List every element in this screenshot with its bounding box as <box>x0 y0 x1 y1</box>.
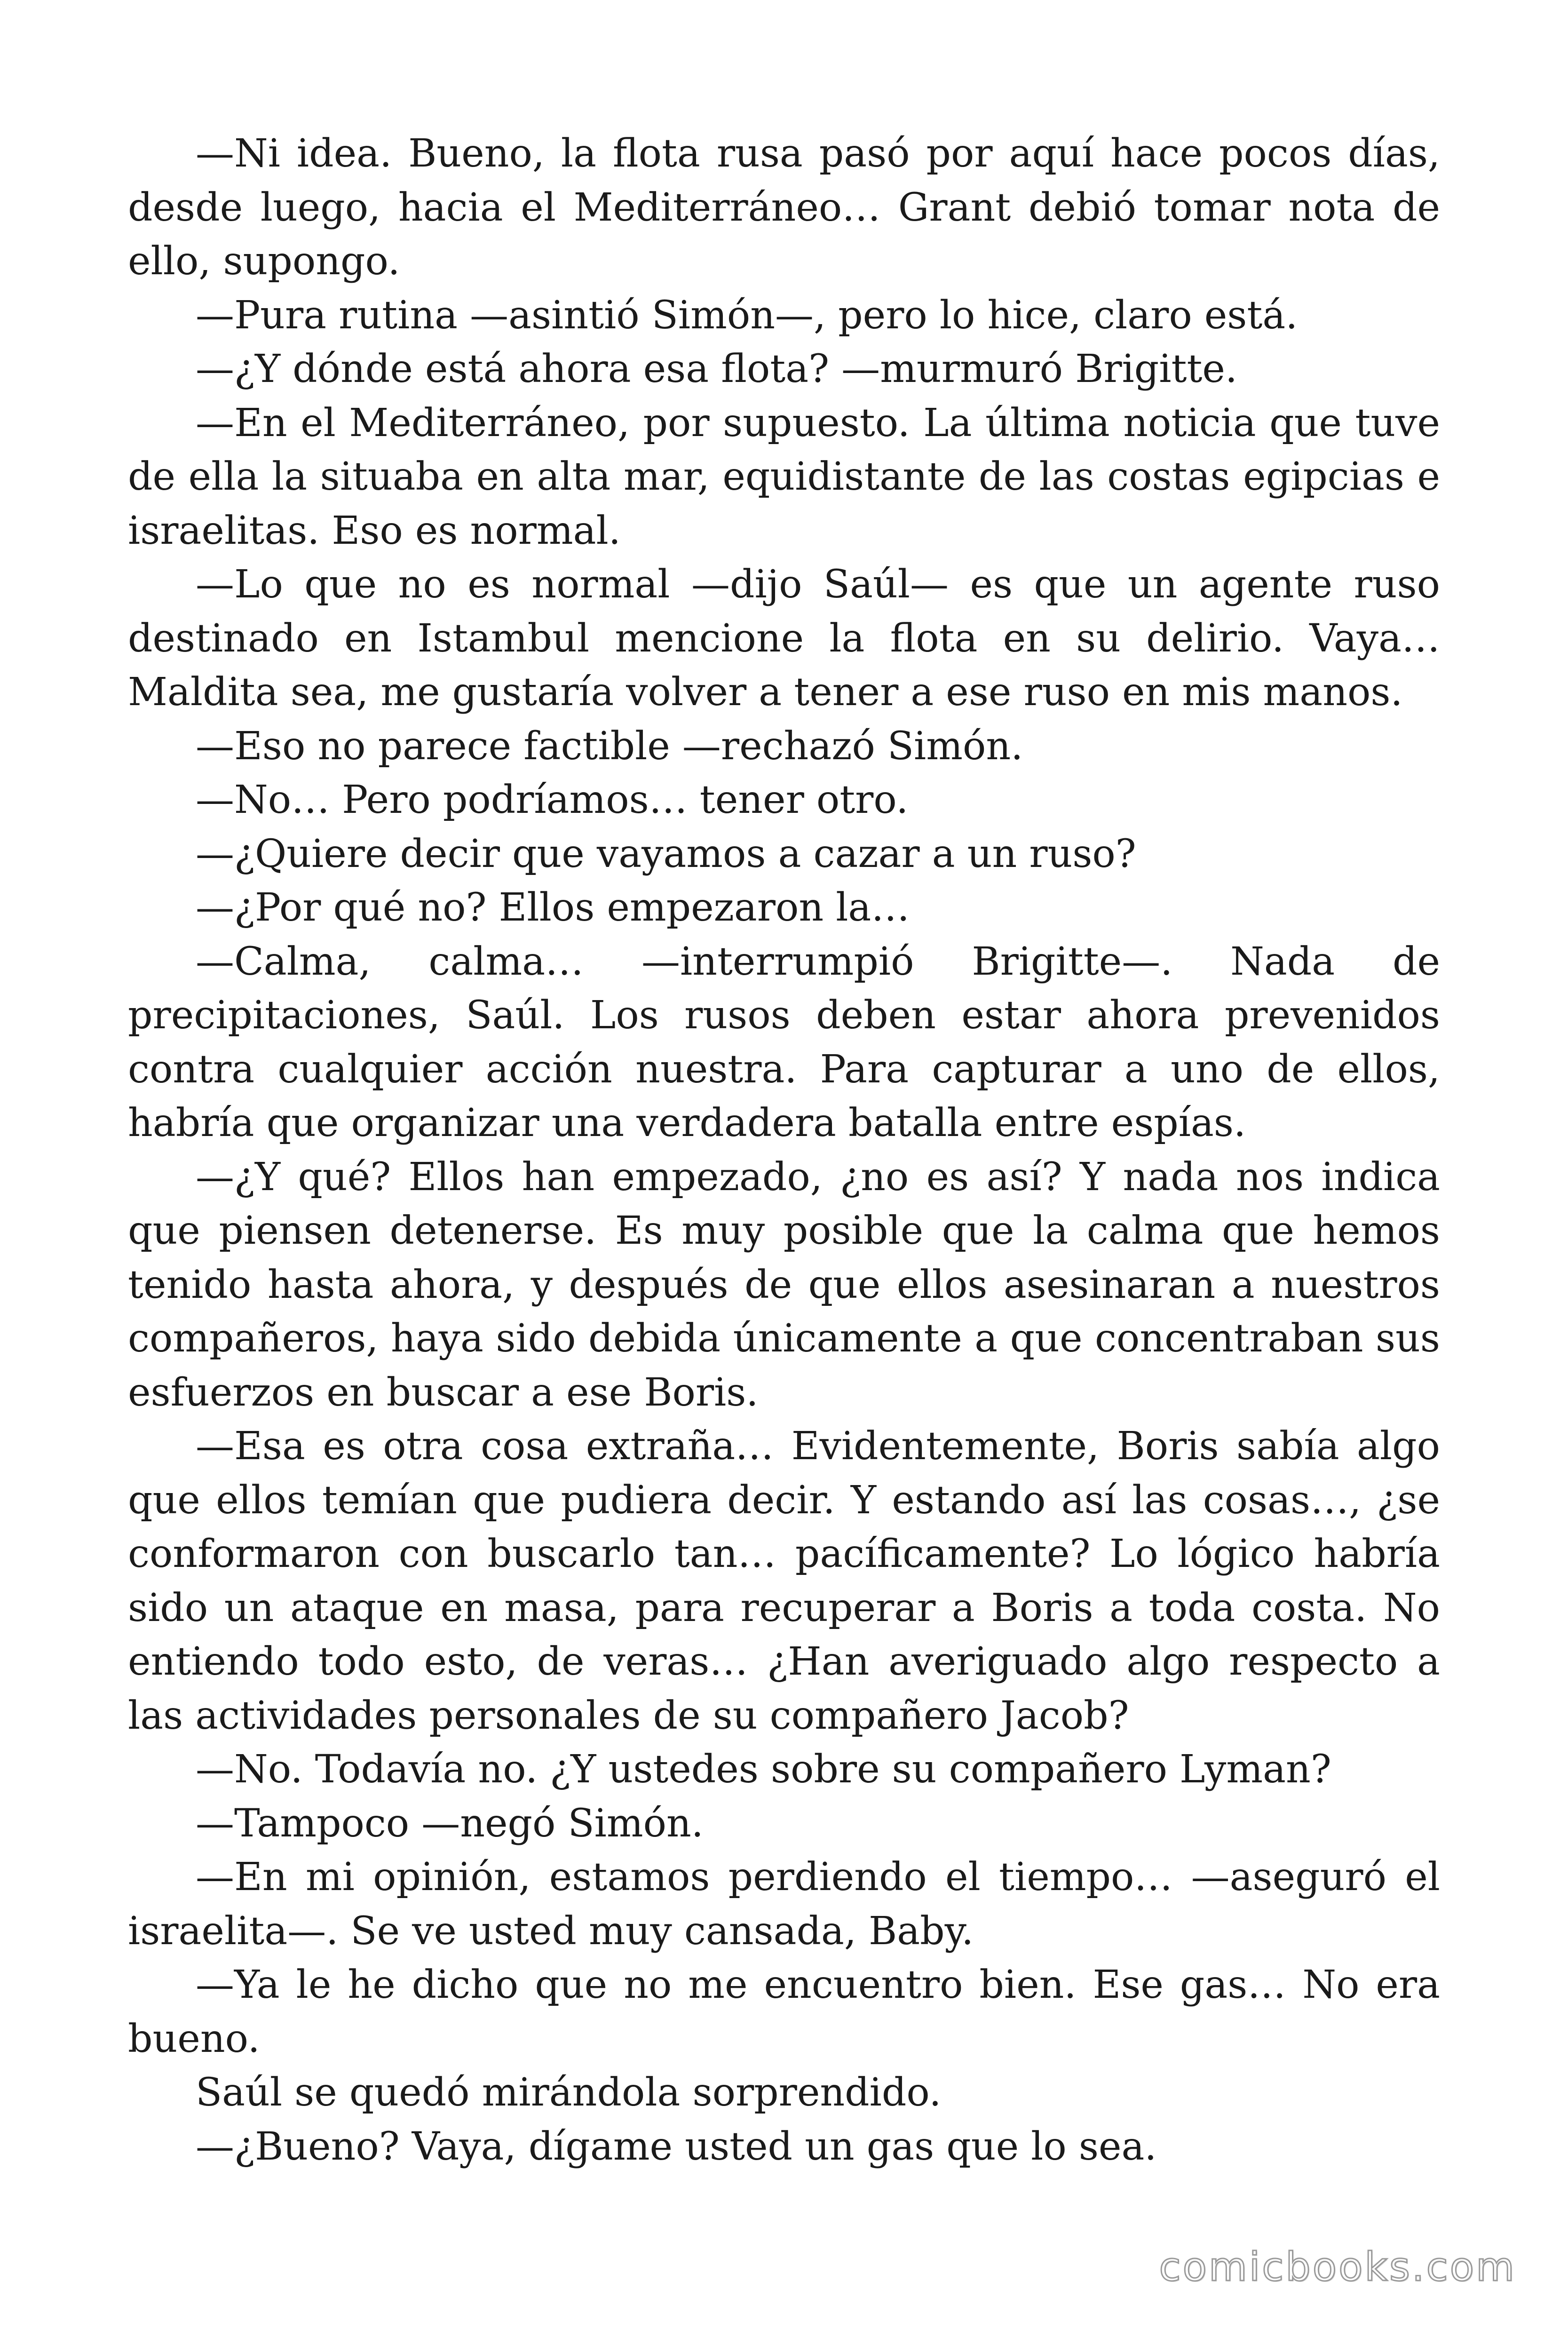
paragraph-14: —Tampoco —negó Simón. <box>196 1801 704 1846</box>
paragraph-9: —¿Por qué no? Ellos empezaron la… <box>196 885 910 930</box>
paragraph-11: —¿Y qué? Ellos han empezado, ¿no es así? Y nada nos indica que piensen detenerse. Es muy posible que la calma que hemos tenido hasta ahora, y después de que ellos asesinaran a nuestros compañeros, haya sido debida únicamente a que concentraban sus esfuerzos en buscar a ese Boris. <box>128 1154 1440 1415</box>
paragraph-12: —Esa es otra cosa extraña… Evidentemente, Boris sabía algo que ellos temían que pudiera decir. Y estando así las cosas…, ¿se conformaron con buscarlo tan… pacíficamente? Lo lógico habría sido un ataque en masa, para recuperar a Boris a toda costa. No entiendo todo esto, de veras… ¿Han averiguado algo respecto a las actividades personales de su compañero Jacob? <box>128 1424 1440 1738</box>
watermark: comicbooks.com <box>1159 2244 1516 2290</box>
paragraph-10: —Calma, calma… —interrumpió Brigitte—. Nada de precipitaciones, Saúl. Los rusos deben estar ahora prevenidos contra cualquier acción nuestra. Para capturar a uno de ellos, habría que organizar una verdadera batalla entre espías. <box>128 939 1440 1145</box>
paragraph-3: —¿Y dónde está ahora esa flota? —murmuró Brigitte. <box>196 347 1238 391</box>
paragraph-13: —No. Todavía no. ¿Y ustedes sobre su compañero Lyman? <box>196 1747 1331 1792</box>
paragraph-8: —¿Quiere decir que vayamos a cazar a un ruso? <box>196 831 1136 876</box>
paragraph-2: —Pura rutina —asintió Simón—, pero lo hice, claro está. <box>196 293 1298 338</box>
paragraph-6: —Eso no parece factible —rechazó Simón. <box>196 723 1023 769</box>
paragraph-18: —¿Bueno? Vaya, dígame usted un gas que lo sea. <box>196 2124 1157 2169</box>
paragraph-5: —Lo que no es normal —dijo Saúl— es que un agente ruso destinado en Istambul mencione la flota en su delirio. Vaya… Maldita sea, me gustaría volver a tener a ese ruso en mis manos. <box>128 562 1440 715</box>
paragraph-1: —Ni idea. Bueno, la flota rusa pasó por aquí hace pocos días, desde luego, hacia el Mediterráneo… Grant debió tomar nota de ello, supongo. <box>128 131 1440 284</box>
paragraph-7: —No… Pero podríamos… tener otro. <box>196 778 909 822</box>
paragraph-16: —Ya le he dicho que no me encuentro bien. Ese gas… No era bueno. <box>128 1963 1440 2061</box>
paragraph-15: —En mi opinión, estamos perdiendo el tiempo… —aseguró el israelita—. Se ve usted muy cansada, Baby. <box>128 1855 1440 1954</box>
paragraph-4: —En el Mediterráneo, por supuesto. La última noticia que tuve de ella la situaba en alta mar, equidistante de las costas egipcias e israelitas. Eso es normal. <box>128 400 1440 553</box>
paragraph-17: Saúl se quedó mirándola sorprendido. <box>196 2070 942 2115</box>
body-text <box>128 127 1440 2174</box>
